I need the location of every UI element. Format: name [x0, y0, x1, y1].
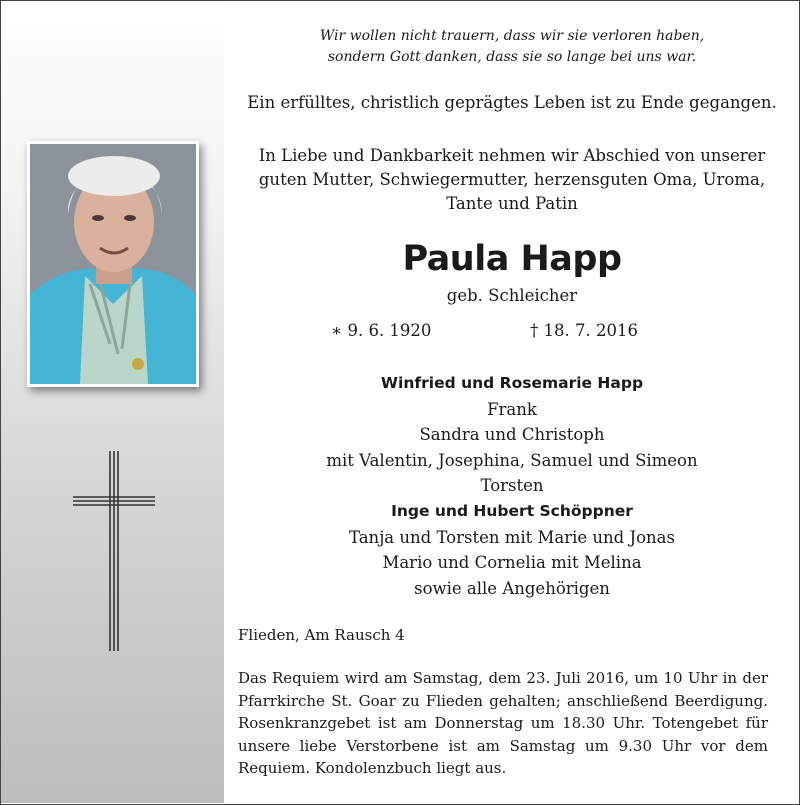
mourner-line: Mario und Cornelia mit Melina	[382, 553, 642, 573]
verse	[226, 26, 798, 68]
mourner-line: sowie alle Angehörigen	[414, 578, 610, 598]
farewell-text	[226, 144, 798, 216]
mourner-line: Inge und Hubert Schöppner	[391, 501, 633, 520]
service-info: Das Requiem wird am Samstag, dem 23. Juli 2016, um 10 Uhr in der Pfarrkirche St. Goar zu Flieden gehalten; anschließend Beerdigung. Rosenkranzgebet ist am Donnerstag um 18.30 Uhr. Totengebet für unsere liebe Verstorbene ist am Samstag um 9.30 Uhr vor dem Requiem. Kondolenzbuch liegt aus.	[238, 669, 768, 777]
mourners-list	[226, 371, 798, 601]
obituary-text	[226, 1, 798, 803]
address: Flieden, Am Rausch 4	[238, 626, 405, 644]
portrait-photo	[30, 144, 196, 384]
farewell-line: Tante und Patin	[446, 194, 578, 213]
verse-line: sondern Gott danken, dass sie so lange bei uns war.	[327, 49, 697, 65]
maiden-name: geb. Schleicher	[446, 286, 578, 305]
cross-icon	[73, 451, 155, 651]
farewell-line: In Liebe und Dankbarkeit nehmen wir Abschied von unserer	[258, 146, 766, 165]
mourner-line: Sandra und Christoph	[419, 425, 605, 445]
portrait-frame	[27, 141, 199, 387]
death-date: † 18. 7. 2016	[530, 321, 638, 340]
mourner-line: mit Valentin, Josephina, Samuel und Simeon	[326, 450, 698, 470]
intro-text: Ein erfülltes, christlich geprägtes Leben ist zu Ende gegangen.	[247, 93, 777, 112]
deceased-name: Paula Happ	[402, 239, 622, 279]
verse-line: Wir wollen nicht trauern, dass wir sie verloren haben,	[319, 28, 705, 44]
mourner-line: Tanja und Torsten mit Marie und Jonas	[349, 527, 675, 547]
birth-date: ∗ 9. 6. 1920	[331, 321, 432, 340]
sidebar	[1, 1, 224, 803]
mourner-line: Frank	[487, 399, 537, 419]
farewell-line: guten Mutter, Schwiegermutter, herzensguten Oma, Uroma,	[258, 170, 766, 189]
mourner-line: Winfried und Rosemarie Happ	[380, 374, 644, 392]
portrait-illustration	[30, 144, 196, 384]
mourner-line: Torsten	[480, 476, 544, 496]
